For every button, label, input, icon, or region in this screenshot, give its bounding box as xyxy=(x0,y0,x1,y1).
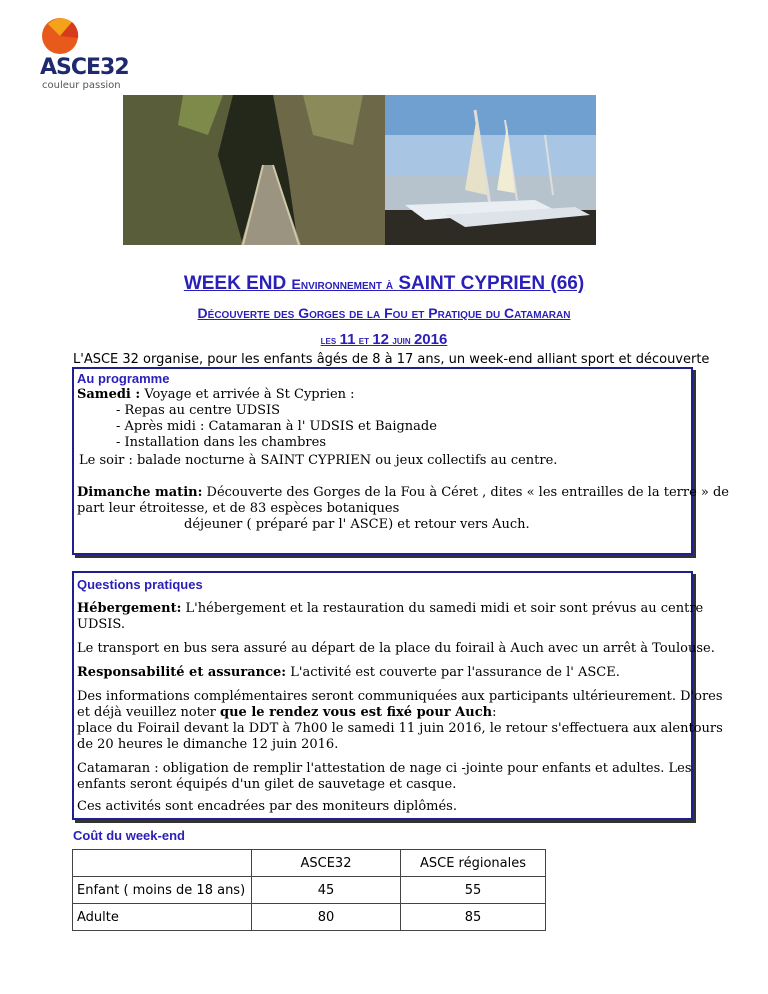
table-cell: 45 xyxy=(252,877,401,904)
dimanche-line-2: part leur étroitesse, et de 83 espèces botaniques xyxy=(77,501,400,516)
programme-item: - Après midi : Catamaran à l' UDSIS et Baignade xyxy=(116,419,437,434)
hebergement-line-2: UDSIS. xyxy=(77,617,125,632)
transport-line: Le transport en bus sera assuré au départ de la place du foirail à Auch avec un arrêt à Toulouse. xyxy=(77,641,715,656)
cost-table xyxy=(72,849,546,931)
title-saint-cyprien: SAINT CYPRIEN (66) xyxy=(398,273,585,294)
programme-heading: Au programme xyxy=(77,371,170,386)
info-line-4: de 20 heures le dimanche 12 juin 2016. xyxy=(77,737,339,752)
catamaran-line-1: Catamaran : obligation de remplir l'attestation de nage ci -jointe pour enfants et adultes. Les xyxy=(77,761,692,776)
table-header: ASCE régionales xyxy=(401,850,546,877)
table-header-row xyxy=(73,850,546,877)
dimanche-line: Dimanche matin: Découverte des Gorges de la Fou à Céret , dites « les entrailles de la terre » de xyxy=(77,485,730,500)
hebergement-line: Hébergement: L'hébergement et la restauration du samedi midi et soir sont prévus au centre xyxy=(77,601,704,616)
programme-item: - Installation dans les chambres xyxy=(116,435,326,450)
logo-tagline: couleur passion xyxy=(42,80,121,91)
title-line-3: les 11 et 12 juin 2016 xyxy=(320,331,448,348)
gorges-photo xyxy=(123,95,386,245)
title-weekend: WEEK END xyxy=(183,273,287,294)
cost-heading: Coût du week-end xyxy=(73,828,185,843)
table-header: ASCE32 xyxy=(252,850,401,877)
table-cell: Enfant ( moins de 18 ans) xyxy=(73,877,252,904)
info-line-3: place du Foirail devant la DDT à 7h00 le samedi 11 juin 2016, le retour s'effectuera aux alentours xyxy=(77,721,723,736)
table-cell: Adulte xyxy=(73,904,252,931)
logo-name: ASCE32 xyxy=(40,55,129,80)
catamaran-photo xyxy=(385,95,596,245)
programme-item: - Repas au centre UDSIS xyxy=(116,403,281,418)
soir-line: Le soir : balade nocturne à SAINT CYPRIEN ou jeux collectifs au centre. xyxy=(79,453,558,468)
catamaran-line-2: enfants seront équipés d'un gilet de sauvetage et casque. xyxy=(77,777,457,792)
table-cell: 85 xyxy=(401,904,546,931)
responsabilite-line: Responsabilité et assurance: L'activité est couverte par l'assurance de l' ASCE. xyxy=(77,665,620,680)
table-cell: 80 xyxy=(252,904,401,931)
encadre-line: Ces activités sont encadrées par des moniteurs diplômés. xyxy=(77,799,457,814)
questions-heading: Questions pratiques xyxy=(77,577,203,592)
info-line-1: Des informations complémentaires seront communiquées aux participants ultérieurement. D'ores xyxy=(77,689,723,704)
table-row xyxy=(73,877,546,904)
title-line-1 xyxy=(0,273,768,295)
table-cell: 55 xyxy=(401,877,546,904)
info-line-2: et déjà veuillez noter que le rendez vous est fixé pour Auch: xyxy=(77,705,497,720)
dimanche-line-3: déjeuner ( préparé par l' ASCE) et retour vers Auch. xyxy=(184,517,530,532)
table-header xyxy=(73,850,252,877)
table-row xyxy=(73,904,546,931)
samedi-line: Samedi : Voyage et arrivée à St Cyprien : xyxy=(77,387,355,402)
intro-text: L'ASCE 32 organise, pour les enfants âgés de 8 à 17 ans, un week-end alliant sport et découverte xyxy=(73,352,710,367)
title-line-2: Découverte des Gorges de la Fou et Pratique du Catamaran xyxy=(197,305,571,321)
title-environnement: Environnement à xyxy=(291,276,394,292)
